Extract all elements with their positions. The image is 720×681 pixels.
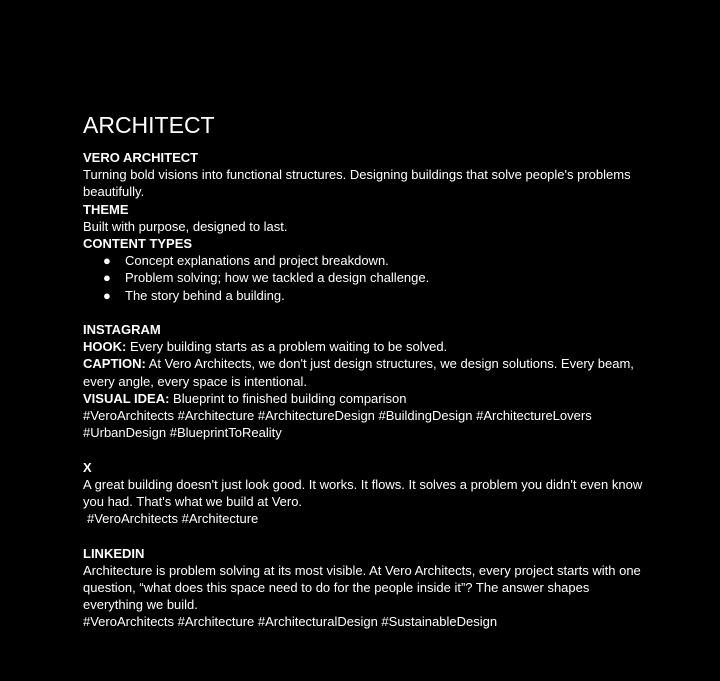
x-text: A great building doesn't just look good. It works. It flows. It solves a problem you didn't even know you had. That's what we build at Vero. [83, 476, 643, 510]
page-title: ARCHITECT [83, 112, 215, 138]
theme-heading: THEME [83, 201, 129, 217]
intro-heading: VERO ARCHITECT [83, 150, 199, 165]
intro-text: Turning bold visions into functional structures. Designing buildings that solve people's problems beautifully. [83, 167, 631, 200]
caption-text: At Vero Architects, we don't just design structures, we design solutions. Every beam, every angle, every space is intentional. [83, 356, 634, 389]
x-heading: X [83, 459, 92, 475]
list-item [83, 287, 643, 304]
instagram-caption [83, 355, 643, 389]
list-item-text: The story behind a building. [125, 287, 285, 303]
visual-idea-label: VISUAL IDEA: [83, 390, 170, 406]
list-item-text: Concept explanations and project breakdown. [125, 253, 389, 269]
visual-idea-text: Blueprint to finished building comparison [169, 390, 407, 406]
bullet-icon: ● [103, 253, 111, 269]
caption-label: CAPTION: [83, 356, 146, 372]
document-body [83, 111, 643, 631]
linkedin-heading: LINKEDIN [83, 545, 145, 561]
x-hashtags: #VeroArchitects #Architecture [87, 511, 259, 527]
bullet-icon: ● [103, 287, 111, 303]
hook-text: Every building starts as a problem waiting to be solved. [126, 339, 448, 355]
content-types-list [83, 252, 643, 304]
instagram-heading: INSTAGRAM [83, 322, 161, 338]
spacer [83, 441, 643, 458]
spacer [83, 527, 643, 544]
instagram-hashtags: #VeroArchitects #Architecture #ArchitectureDesign #BuildingDesign #ArchitectureLovers #UrbanDesign #BlueprintToReality [83, 408, 592, 441]
bullet-icon: ● [103, 270, 111, 286]
linkedin-hashtags: #VeroArchitects #Architecture #ArchitecturalDesign #SustainableDesign [83, 614, 498, 630]
hook-label: HOOK: [83, 339, 127, 355]
list-item [83, 252, 643, 269]
instagram-visual-idea [83, 390, 643, 407]
linkedin-text: Architecture is problem solving at its most visible. At Vero Architects, every project starts with one question, “what does this space need to do for the people inside it”? The answer shapes everything we build. [83, 562, 641, 613]
instagram-hook [83, 338, 643, 355]
list-item [83, 269, 643, 286]
list-item-text: Problem solving; how we tackled a design challenge. [125, 270, 430, 286]
theme-text: Built with purpose, designed to last. [83, 218, 288, 234]
spacer [83, 304, 643, 321]
content-types-heading: CONTENT TYPES [83, 236, 193, 252]
